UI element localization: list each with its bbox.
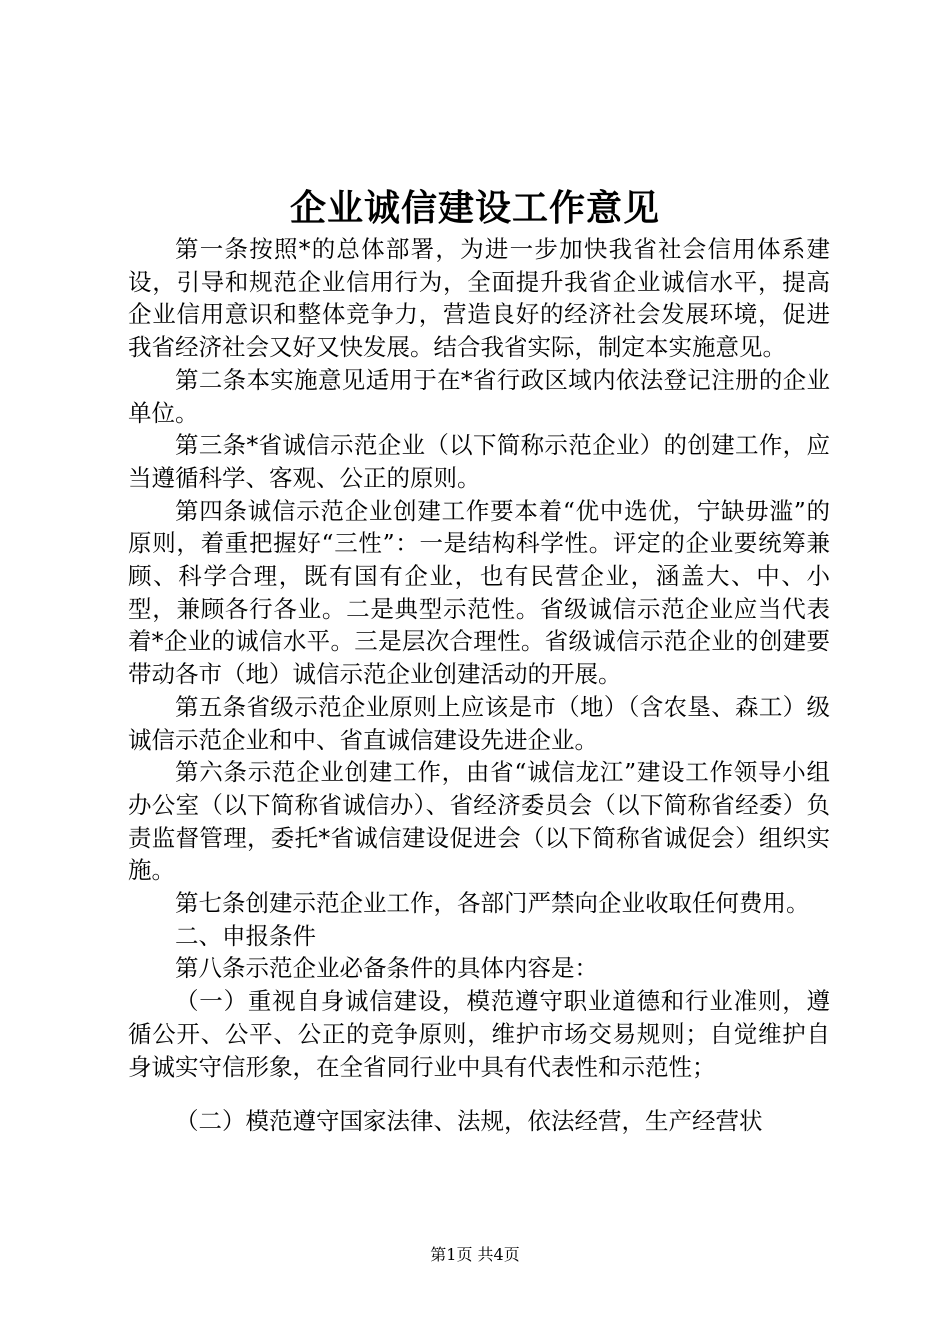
article-4-paragraph: 第四条诚信示范企业创建工作要本着“优中选优，宁缺毋滥”的原则，着重把握好“三性”：一是结构科学性。评定的企业要统筹兼顾、科学合理，既有国有企业，也有民营企业，涵盖大、中、小型，兼顾各行各业。二是典型示范性。省级诚信示范企业应当代表着*企业的诚信水平。三是层次合理性。省级诚信示范企业的创建要带动各市（地）诚信示范企业创建活动的开展。 [128,496,830,689]
condition-2-paragraph: （二）模范遵守国家法律、法规，依法经营，生产经营状 [175,1107,763,1136]
article-2-paragraph: 第二条本实施意见适用于在*省行政区域内依法登记注册的企业单位。 [128,365,830,427]
article-5-paragraph: 第五条省级示范企业原则上应该是市（地）（含农垦、森工）级诚信示范企业和中、省直诚信建设先进企业。 [128,692,830,754]
article-7-paragraph: 第七条创建示范企业工作，各部门严禁向企业收取任何费用。 [175,889,810,918]
document-title: 企业诚信建设工作意见 [289,187,660,229]
document-body [128,233,830,1138]
article-1-paragraph: 第一条按照*的总体部署，为进一步加快我省社会信用体系建设，引导和规范企业信用行为，全面提升我省企业诚信水平，提高企业信用意识和整体竞争力，营造良好的经济社会发展环境，促进我省经济社会又好又快发展。结合我省实际，制定本实施意见。 [128,235,830,362]
article-6-paragraph: 第六条示范企业创建工作，由省“诚信龙江”建设工作领导小组办公室（以下简称省诚信办）、省经济委员会（以下简称省经委）负责监督管理，委托*省诚信建设促进会（以下简称省诚促会）组织实施。 [128,758,830,885]
condition-1-paragraph: （一）重视自身诚信建设，模范遵守职业道德和行业准则，遵循公开、公平、公正的竞争原则，维护市场交易规则；自觉维护自身诚实守信形象，在全省同行业中具有代表性和示范性； [128,987,830,1081]
page-number: 第1页 共4页 [430,1245,520,1264]
article-8-paragraph: 第八条示范企业必备条件的具体内容是： [175,954,598,983]
article-3-paragraph: 第三条*省诚信示范企业（以下简称示范企业）的创建工作，应当遵循科学、客观、公正的原则。 [128,431,830,492]
section-heading: 二、申报条件 [175,921,316,950]
